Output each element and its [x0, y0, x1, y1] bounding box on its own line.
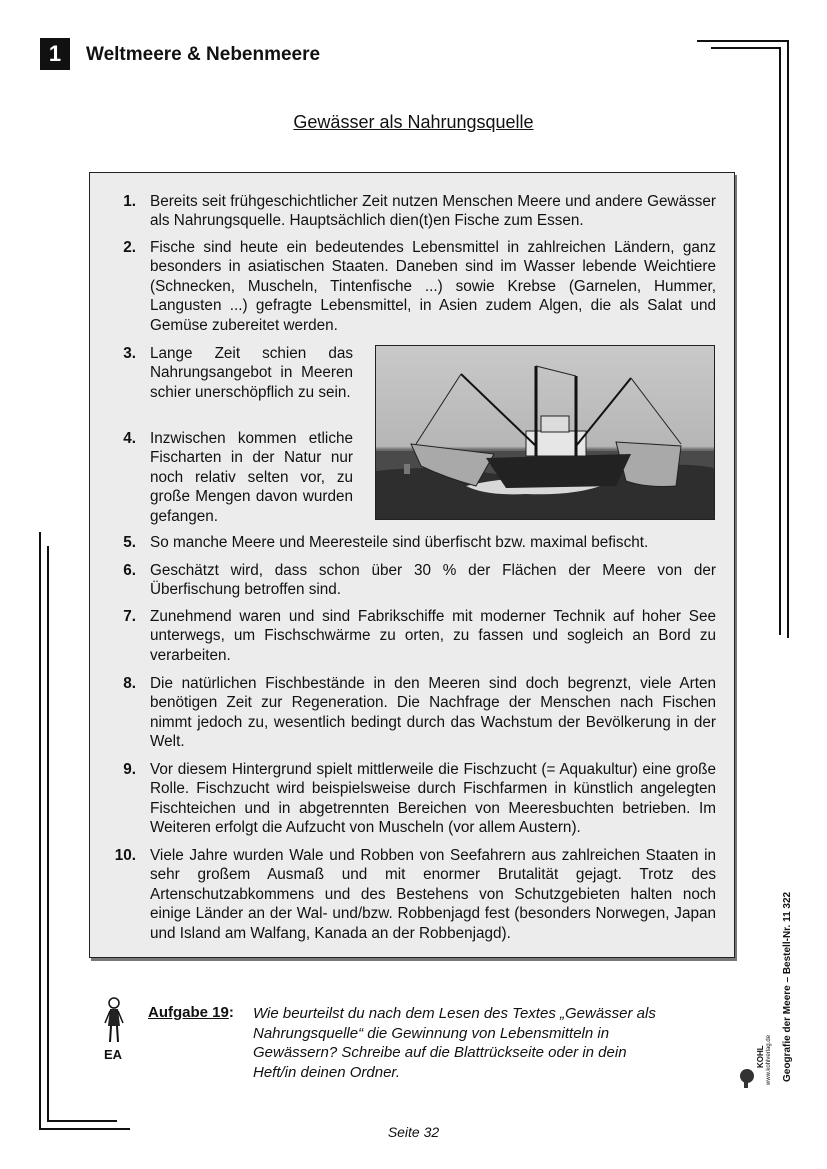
item-text: So manche Meere und Meeresteile sind überfischt bzw. maximal befischt.: [150, 534, 649, 551]
student-figure-icon: [101, 996, 127, 1046]
item-text: Inzwischen kommen etliche Fischarten in der Natur nur noch relativ selten vor, zu große Mengen davon wurden gefangen.: [150, 430, 353, 525]
trawler-illustration: [376, 346, 714, 519]
item-text: Die natürlichen Fischbestände in den Meeren sind doch begrenzt, viele Arten benötigen Zeit zur Regeneration. Die Nachfrage der Menschen nach Fischen nimmt jedoch zu, wesentlich bedingt durch das Wachstum der Bevölkerung in der Welt.: [150, 675, 716, 751]
frame-line: [697, 40, 789, 42]
item-number: 4.: [123, 430, 136, 447]
publisher-url: www.kohlverlag.de: [766, 1034, 772, 1085]
page-number: Seite 32: [387, 1124, 440, 1140]
item-text: Lange Zeit schien das Nahrungsangebot in Meeren schier unerschöpflich zu sein.: [150, 345, 353, 401]
frame-line: [779, 47, 781, 635]
chapter-title: Weltmeere & Nebenmeere: [86, 44, 321, 65]
task-text: Wie beurteilst du nach dem Lesen des Textes „Gewässer als Nahrungsquelle“ die Gewinnung von Lebensmitteln in Gewässern? Schreibe auf die Blattrückseite oder in dein Heft/in deinen Ordner.: [253, 1005, 656, 1081]
publisher-name: KOHL: [756, 1045, 765, 1068]
item-text: Geschätzt wird, dass schon über 30 % der Flächen der Meere von der Überfischung betroffen sind.: [150, 562, 716, 599]
item-number: 5.: [123, 534, 136, 551]
page-title: Gewässer als Nahrungsquelle: [293, 112, 534, 132]
frame-line: [47, 1120, 117, 1122]
item-number: 8.: [123, 675, 136, 692]
content-box: [89, 172, 735, 958]
fishing-trawler-photo: [375, 345, 715, 520]
item-text: Bereits seit frühgeschichtlicher Zeit nutzen Menschen Meere und andere Gewässer als Nahrungsquelle. Hauptsächlich dien(t)en Fische zum Essen.: [150, 193, 716, 230]
item-number: 6.: [123, 562, 136, 579]
frame-line: [711, 47, 781, 49]
task-label: [148, 1004, 234, 1021]
frame-line: [47, 546, 49, 1122]
item-text: Fische sind heute ein bedeutendes Lebensmittel in zahlreichen Ländern, ganz besonders in asiatischen Staaten. Daneben sind im Wasser lebende Weichtiere (Schnecken, Muscheln, Tintenfische ...) sowie Krebse (Garnelen, Hummer, Langusten ...) gefragte Lebensmittel, in Asien zudem Algen, die als Salat und Gemüse zubereitet werden.: [150, 239, 716, 334]
task-label-colon: :: [228, 1004, 234, 1021]
item-number: 7.: [123, 608, 136, 625]
task-label-text: Aufgabe 19: [148, 1004, 229, 1021]
item-text: Viele Jahre wurden Wale und Robben von Seefahrern aus zahlreichen Staaten in sehr großem Ausmaß und mit enormer Brutalität gejagt. Trotz des Artenschutzabkommens und des Bestehens von Schutzgebieten halten noch einige Länder an der Wal- und/bzw. Robbenjagd fest (besonders Norwegen, Japan und Island am Walfang, Kanada an der Robbenjagd).: [150, 847, 716, 942]
item-text: Vor diesem Hintergrund spielt mittlerweile die Fischzucht (= Aquakultur) eine große Rolle. Fischzucht wird beispielsweise durch Fischfarmen in künstlich angelegten Fischteichen und in abgetrennten Bereichen von Meeresbuchten betrieben. Im Weiteren erfolgt die Aufzucht von Muscheln (vor allem Austern).: [150, 761, 716, 837]
item-number: 1.: [123, 193, 136, 210]
frame-line: [39, 532, 41, 1130]
chapter-number: 1: [40, 38, 70, 70]
item-number: 10.: [114, 847, 136, 864]
work-form-label: EA: [104, 1047, 123, 1062]
side-order-info: Geografie der Meere – Bestell-Nr. 11 322: [782, 891, 793, 1082]
item-number: 9.: [123, 761, 136, 778]
item-number: 2.: [123, 239, 136, 256]
item-number: 3.: [123, 345, 136, 362]
item-text: Zunehmend waren und sind Fabrikschiffe mit moderner Technik auf hoher See unterwegs, um Fischschwärme zu orten, zu fassen und sogleich an Bord zu verarbeiten.: [150, 608, 716, 664]
